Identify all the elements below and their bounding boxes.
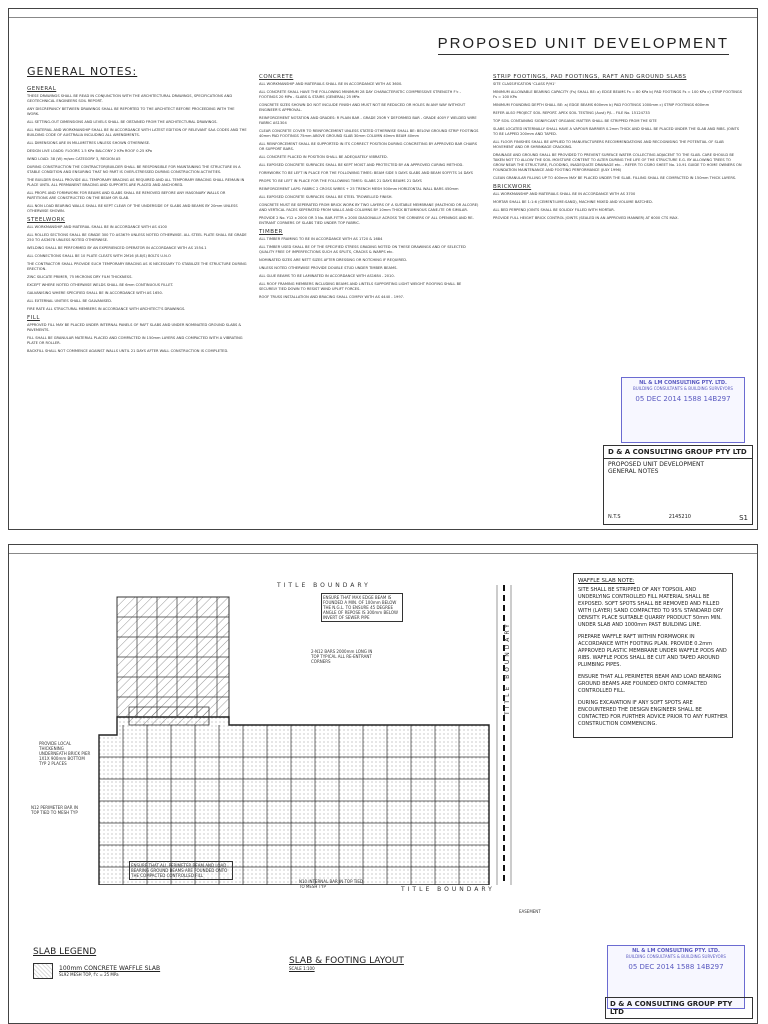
note-item: FIRE RATE ALL STRUCTURAL MEMBERS IN ACCORDANCE WITH ARCHITECT'S DRAWINGS. [27,307,186,311]
waffle-note-para-3: ENSURE THAT ALL PERIMETER BEAM AND LOAD BEARING GROUND BEAMS ARE FOUNDED ONTO COMPACTED CONTROLLED FILL. [578,674,722,694]
note-item: APPROVED FILL MAY BE PLACED UNDER INTERNAL PANELS OF RAFT SLABS AND UNDER NOMINATED GROUND SLABS & PAVEMENTS. [27,323,242,332]
note-item: CLEAN GRANULAR FILLING UP TO 400mm MAY BE PLACED UNDER THE SLAB. FILLING SHALL BE COMPACTED IN 150mm THICK LAYERS. [493,176,737,180]
note-item: ALL REINFORCEMENT SHALL BE SUPPORTED IN ITS CORRECT POSITION DURING CONCRETING BY APPROVED BAR CHAIRS OR SUPPORT BARS. [259,142,478,151]
stamp-firm-2: NL & LM CONSULTING PTY. LTD. [632,948,720,954]
approval-stamp [621,377,745,443]
note-item: SLABS LOCATED INTERNALLY SHALL HAVE A VAPOUR BARRIER 0.2mm THICK AND SHALL BE PLACED UNDER THE SLAB AND RIBS. JOINTS TO BE LAPPED 200mm AND TAPED. [493,127,740,136]
waffle-note-para-4: DURING EXCAVATION IF ANY SOFT SPOTS ARE ENCOUNTERED THE DESIGN ENGINEER SHALL BE CONTACTED FOR FURTHER ADVICE PRIOR TO ANY FURTHER CONSTRUCTION COMMENCING. [578,700,728,727]
slab-plan [79,582,519,865]
firm-name: D & A CONSULTING GROUP PTY LTD [604,446,752,459]
section-heading: CONCRETE [259,74,294,80]
note-item: ALL WORKMANSHIP AND MATERIALS SHALL BE IN ACCORDANCE WITH AS 3700 [493,192,636,196]
note-item: THE BUILDER SHALL PROVIDE ALL TEMPORARY BRACING AS REQUIRED AND ALL TEMPORARY BRACING SHALL REMAIN IN PLACE UNTIL ALL PERMANENT BRACING AND SUPPORTS ARE PLACED AND ANCHORED. [27,178,245,187]
general-notes-sheet [8,8,758,530]
stamp-firm: NL & LM CONSULTING PTY. LTD. [639,380,727,386]
legend-row [33,963,160,979]
note-item: ZINC SILICATE PRIMER, 75 MICRONS DRY FILM THICKNESS. [27,275,133,279]
note-item: CONCRETE MUST BE SEPERATED FROM BRICK WORK BY TWO LAYERS OF A SUITABLE MEMBRANE (MALTHOID OR ALCORE) AND VERTICAL FACES SEPERATED FROM WALLS AND COLUMNS BY 10mm THICK BITUMINOUS CANE-ITE OR SIMILAR. [259,203,479,212]
layout-scale: SCALE 1:100 [289,966,315,971]
note-item: ALL MATERIAL AND WORKMANSHIP SHALL BE IN ACCORDANCE WITH LATEST EDITION OF RELEVANT SAA CODES AND THE BUILDING CODE OF AUSTRALIA INCLUDING ALL AMENDMENTS. [27,128,247,137]
note-item: BACKFILL SHALL NOT COMMENCE AGAINST WALLS UNTIL 21 DAYS AFTER WALL CONSTRUCTION IS COMPLETED. [27,349,229,353]
legend-title: SLAB LEGEND [33,947,97,957]
top-ruler-2 [9,545,757,554]
note-item: ALL EXPOSED CONCRETE SURFACES SHALL BE STEEL TROWELLED FINISH. [259,195,393,199]
note-item: THESE DRAWINGS SHALL BE READ IN CONJUNCTION WITH THE ARCHITECTURAL DRAWINGS, SPECIFICATIONS AND GEOTECHNICAL ENGINEERS SOIL REPORT. [27,94,233,103]
note-item: ALL CONNECTIONS SHALL BE 10 PLATE CLEATS WITH 2M16 (8.8/S) BOLTS U.N.O [27,254,171,258]
stamp-date-2: 05 DEC 2014 [628,963,675,971]
note-item: PROPS TO BE LEFT IN PLACE FOR THE FOLLOWING TIMES: SLABS 21 DAYS BEAMS 21 DAYS [259,179,422,183]
note-item: MINIMUM ALLOWABLE BEARING CAPACITY (Fs) SHALL BE: a) EDGE BEAMS Fs = 80 KPa b) PAD FOOTINGS Fs = 100 KPa c) STRIP FOOTINGS Fs = 100 KPa [493,90,742,99]
note-item: FORMWORK TO BE LEFT IN PLACE FOR THE FOLLOWING TIMES: BEAM SIDE 5 DAYS SLABS AND BEAM SOFFITS 14 DAYS [259,171,473,175]
note-item: ALL BED PERPEND JOINTS SHALL BE SOLIDLY FILLED WITH MORTAR. [493,208,615,212]
section-heading: BRICKWORK [493,184,532,190]
note-item: ALL WORKMANSHIP AND MATERIALS SHALL BE IN ACCORDANCE WITH AS 3600. [259,82,403,86]
notes-column-2 [259,71,479,303]
notes-column-1 [27,83,247,357]
layout-title [289,956,404,971]
easement-label: EASEMENT [519,909,541,914]
waffle-note-para-1: SITE SHALL BE STRIPPED OF ANY TOPSOIL AND UNDERLYING CONTROLLED FILL MATERIAL SHALL BE EXPOSED. SOFT SPOTS SHALL BE REMOVED AND FILLED WITH (LAYER) SAND COMPACTED TO 95% STANDARD DRY DENSITY. PLACE SUITABLE QUARRY PRODUCT 50mm MIN. UNDER SLAB AND 1000mm PAST BUILDING LINE. [578,587,724,628]
note-item: ALL ROLLED SECTIONS SHALL BE GRADE 300 TO AS3679 UNLESS NOTED OTHERWISE. ALL STEEL PLATE SHALL BE GRADE 250 TO AS3678 UNLESS NOTED OTHERWISE. [27,233,247,242]
note-internal-bar: N10 INTERNAL BAR IN TOP TIED TO MESH TYP [299,879,363,889]
note-item: THE CONTRACTOR SHALL PROVIDE SUCH TEMPORARY BRACING AS IS NECESSARY TO STABILIZE THE STRUCTURE DURING ERECTION. [27,262,247,271]
drawing-title [604,459,752,477]
note-item: ALL WORKMANSHIP AND MATERIAL SHALL BE IN ACCORDANCE WITH AS 4100 [27,225,167,229]
note-item: ALL CONCRETE PLACED IN POSITION SHALL BE ADEQUATELY VIBRATED. [259,155,388,159]
title-block [603,445,753,525]
note-perimeter-bar: N12 PERIMETER BAR IN TOP TIED TO MESH TYP [31,805,78,815]
note-local-thickening: PROVIDE LOCAL THICKENING UNDERNEATH BRICK PIER 1X1X 900mm BOTTOM TYP 2 PLACES [39,741,91,766]
note-ensure-bottom: ENSURE THAT ALL PERIMETER BEAM AND LOAD BEARING GROUND BEAMS ARE FOUNDED ONTO THE COMPACTED CONTROLLED FILL [129,861,233,880]
section-heading: STEELWORK [27,217,66,223]
stamp-date: 05 DEC 2014 [635,395,682,403]
note-item: MINIMUM FOUNDING DEPTH SHALL BE: a) EDGE BEAMS 600mm b) PAD FOOTINGS 1000mm c) STRIP FOOTINGS 600mm [493,103,710,107]
drawing-number: 2145210 [668,514,691,520]
note-item: NOMINATED SIZES ARE NETT SIZES AFTER DRESSING OR NOTCHING IF REQUIRED. [259,258,408,262]
slab-legend [33,947,160,979]
note-item: WELDING SHALL BE PERFORMED BY AN EXPERIENCED OPERATOR IN ACCORDANCE WITH AS 1554.1 [27,246,207,250]
legend-sub: SL92 MESH TOP, f'c = 25 MPa [59,972,119,977]
drawing-title-line2: GENERAL NOTES [608,468,659,475]
note-item: UNLESS NOTED OTHERWISE PROVIDE DOUBLE STUD UNDER TIMBER BEAMS. [259,266,398,270]
waffle-note-para-2: PREPARE WAFFLE RAFT WITHIN FORMWORK IN ACCORDANCE WITH FOOTING PLAN. PROVIDE 0.2mm APPROVED PLASTIC MEMBRANE UNDER WAFFLE PODS AND RIBS. WAFFLE PODS SHALL BE CUT AND TAPED AROUND PLUMBING PIPES. [578,634,727,668]
note-item: CONCRETE SIZES SHOWN DO NOT INCLUDE FINISH AND MUST NOT BE REDUCED OR HOLES IN ANY WAY WITHOUT ENGINEER'S APPROVAL. [259,103,466,112]
stamp-date-ref [624,395,742,403]
note-item: ALL ROOF FRAMING MEMBERS INCLUDING BEAMS AND LINTELS SUPPORTING LIGHT WEIGHT ROOFING SHALL BE SECURELY TIED DOWN TO RESIST WIND UPLIFT FORCES. [259,282,462,291]
note-item: REFER ALSO PROJECT SOIL REPORT. APEX SOIL TESTING (Aust) P/L - FILE No. 15124733 [493,111,650,115]
note-item: FILL SHALL BE GRANULAR MATERIAL PLACED AND COMPACTED IN 150mm LAYERS AND COMPACTED WITH A VIBRATING PLATE OR ROLLER. [27,336,243,345]
note-item: SITE CLASSIFICATION 'CLASS P/H1' [493,82,556,86]
waffle-slab-note [573,573,733,738]
note-item: CLEAR CONCRETE COVER TO REINFORCEMENT UNLESS STATED OTHERWISE SHALL BE: BELOW GROUND STRIP FOOTINGS 40mm PAD FOOTINGS 75mm ABOVE GROUND SLAB 30mm COLUMN 40mm BEAM 40mm [259,129,479,138]
note-item: ALL EXPOSED CONCRETE SURFACES SHALL BE KEPT MOIST AND PROTECTED BY AN APPROVED CURING METHOD. [259,163,464,167]
note-item: ANY DISCREPANCY BETWEEN DRAWINGS SHALL BE REPORTED TO THE ARCHITECT BEFORE PROCEEDING WITH THE WORK. [27,107,235,116]
slab-plan-drawing [79,582,519,885]
note-bars: 2-N12 BARS 2000mm LONG IN TOP TYPICAL ALL RE-ENTRANT CORNERS [311,649,373,664]
section-heading: TIMBER [259,229,283,235]
note-item: EXCEPT WHERE NOTED OTHERWISE WELDS SHALL BE 6mm CONTINUOUS FILLET. [27,283,174,287]
note-item: ALL TIMBER USED SHALL BE OF THE SPECIFIED STRESS GRADING NOTED ON THESE DRAWINGS AND OF SELECTED QUALITY FREE OF IMPERFECTIONS SUCH AS SPLITS, CRACKS & WARPS etc. [259,245,466,254]
note-item: ALL DIMENSIONS ARE IN MILLIMETRES UNLESS SHOWN OTHERWISE. [27,141,151,145]
note-item: ALL GLUE BEAMS TO BE LAMINATED IN ACCORDANCE WITH AS1684 - 2010. [259,274,395,278]
note-item: ROOF TRUSS INSTALLATION AND BRACING SHALL COMPLY WITH AS 4440 - 1997. [259,295,405,299]
note-item: ALL SETTING-OUT DIMENSIONS AND LEVELS SHALL BE OBTAINED FROM THE ARCHITECTURAL DRAWINGS. [27,120,218,124]
note-item: TOP SOIL CONTAINING SIGNIFICANT ORGANIC MATTER SHALL BE STRIPPED FROM THE SITE [493,119,657,123]
legend-text [59,965,160,977]
notes-column-3 [493,71,743,224]
note-item: ALL NON LOAD BEARING WALLS SHALL BE KEPT CLEAR OF THE UNDERSIDE OF SLABS AND BEAMS BY 20mm UNLESS OTHERWISE SHOWN. [27,204,238,213]
firm-name-2: D & A CONSULTING GROUP PTY LTD [605,997,753,1019]
title-boundary-bottom: TITLE BOUNDARY [401,886,495,893]
note-item: DURING CONSTRUCTION THE CONTRACTOR/BUILDER SHALL BE RESPONSIBLE FOR MAINTAINING THE STRUCTURE IN A STABLE CONDITION AND ENSURING THAT NO PART IS OVER-STRESSED DURING CONSTRUCTION ACTIVITIES. [27,165,241,174]
note-item: REINFORCEMENT NOTATION AND GRADES: R PLAIN BAR - GRADE 250R Y DEFORMED BAR - GRADE 400Y F WELDED WIRE FABRIC AS1304 [259,116,477,125]
section-heading: STRIP FOOTINGS, PAD FOOTINGS, RAFT AND GROUND SLABS [493,74,687,80]
note-item: DRAINAGE AND GROUND SHALL BE PROVIDED TO PREVENT SURFACE WATER COLLECTING ADJACENT TO THE SLAB. CARE SHOULD BE TAKEN NOT TO ALLOW THE SOIL MOISTURE CONTENT TO ALTER DURING THE LIFE OF THE STRUCTURE E.G. BY ALLOWING TREES TO GROW NEAR THE STRUCTURE, FLOODING, INADEQUATE DRAINAGE etc. - REFER TO CSIRO SHEET No. 10-91 GUIDE TO HOME OWNERS ON FOUNDATION MAINTENANCE AND FOOTING PERFORMANCE (JULY 1996) [493,153,742,172]
top-ruler [9,9,757,18]
note-item: ALL PROPS AND FORMWORK FOR BEAMS AND SLABS SHALL BE REMOVED BEFORE ANY MASONARY WALLS OR PARTITIONS ARE CONSTRUCTED ON THE BEAM OR SLAB. [27,191,226,200]
slab-layout-sheet [8,544,758,1024]
stamp-ref: 1588 14B297 [683,395,731,403]
note-item: WIND LOAD: 38 (W) m/sec CATEGORY 3, REGION A5 [27,157,121,161]
general-notes-heading: GENERAL NOTES: [27,65,138,78]
note-item: ALL FLOOR FINISHES SHALL BE APPLIED TO MANUFACTURERS RECOMMENDATIONS AND RECOGNISING THE POTENTIAL OF SLAB MOVEMENT AND OR SHRINKAGE CRACKING. [493,140,724,149]
note-item: DESIGN LIVE LOADS: FLOORS 1.5 KPa BALCONY 2 KPa ROOF 0.25 KPa [27,149,153,153]
layout-title-text: SLAB & FOOTING LAYOUT [289,956,404,966]
note-item: ALL TIMBER FRAMING TO BE IN ACCORDANCE WITH AS 1720 & 1684 [259,237,383,241]
title-block-meta [608,514,748,522]
scale-value: N.T.S [608,514,621,520]
stamp-subtitle-2: BUILDING CONSULTANTS & BUILDING SURVEYORS [626,954,726,959]
stamp-subtitle: BUILDING CONSULTANTS & BUILDING SURVEYORS [633,386,733,391]
waffle-note-title: WAFFLE SLAB NOTE: [578,578,635,584]
sheet-title: PROPOSED UNIT DEVELOPMENT [438,35,729,55]
section-heading: GENERAL [27,86,57,92]
stamp-date-ref-2 [610,963,742,971]
legend-item: 100mm CONCRETE WAFFLE SLAB [59,965,161,972]
stamp-ref-2: 1588 14B297 [676,963,724,971]
waffle-slab-swatch-icon [33,963,53,979]
sheet-number: S1 [739,514,748,522]
title-boundary-right: TITLE BOUNDARY [504,621,511,715]
section-heading: FILL [27,315,40,321]
note-item: ALL EXTERNAL UNITIES SHALL BE GALVANISED. [27,299,113,303]
note-item: PROVIDE FULL HEIGHT BRICK CONTROL JOINTS (SEALED IN AN APPROVED MANNER) AT 6000 CTS MAX. [493,216,679,220]
note-item: MORTAR SHALL BE 1:1:6 (CEMENT:LIME:SAND), MACHINE MIXED AND VOLUME BATCHED. [493,200,653,204]
note-item: PROVIDE 2 No. Y12 x 2000 OR 3 No. BAR-FITTR x 2000 DIAGONALLY ACROSS THE CORNERS OF ALL OPENINGS AND RE-ENTRANT CORNERS OF SLABS TIED UNDER TOP FABRIC. [259,216,474,225]
note-item: GALVANISING WHERE SPECIFIED SHALL BE IN ACCORDANCE WITH AS 1650. [27,291,163,295]
drawing-title-line1: PROPOSED UNIT DEVELOPMENT [608,461,705,468]
note-ensure-top: ENSURE THAT MAX EDGE BEAM IS FOUNDED A MIN. OF 100mm BELOW THE N.G.L. TO ENSURE 45 DEGREE ANGLE OF REPOSE IS 300mm BELOW INVERT OF SEWER PIPE [321,593,403,622]
title-boundary-top: TITLE BOUNDARY [277,582,371,589]
note-item: REINFORCEMENT LAPS: FABRIC 2 CROSS WIRES + 25 TRENCH MESH 500mm HORIZONTAL WALL BARS 450mm [259,187,459,191]
note-item: ALL CONCRETE SHALL HAVE THE FOLLOWING MINIMUM 28 DAY CHARACTERISTIC COMPRESSIVE STRENGTH F'c - FOOTINGS 20 MPa - SLABS & STAIRS (GENERAL) 25 MPa [259,90,461,99]
